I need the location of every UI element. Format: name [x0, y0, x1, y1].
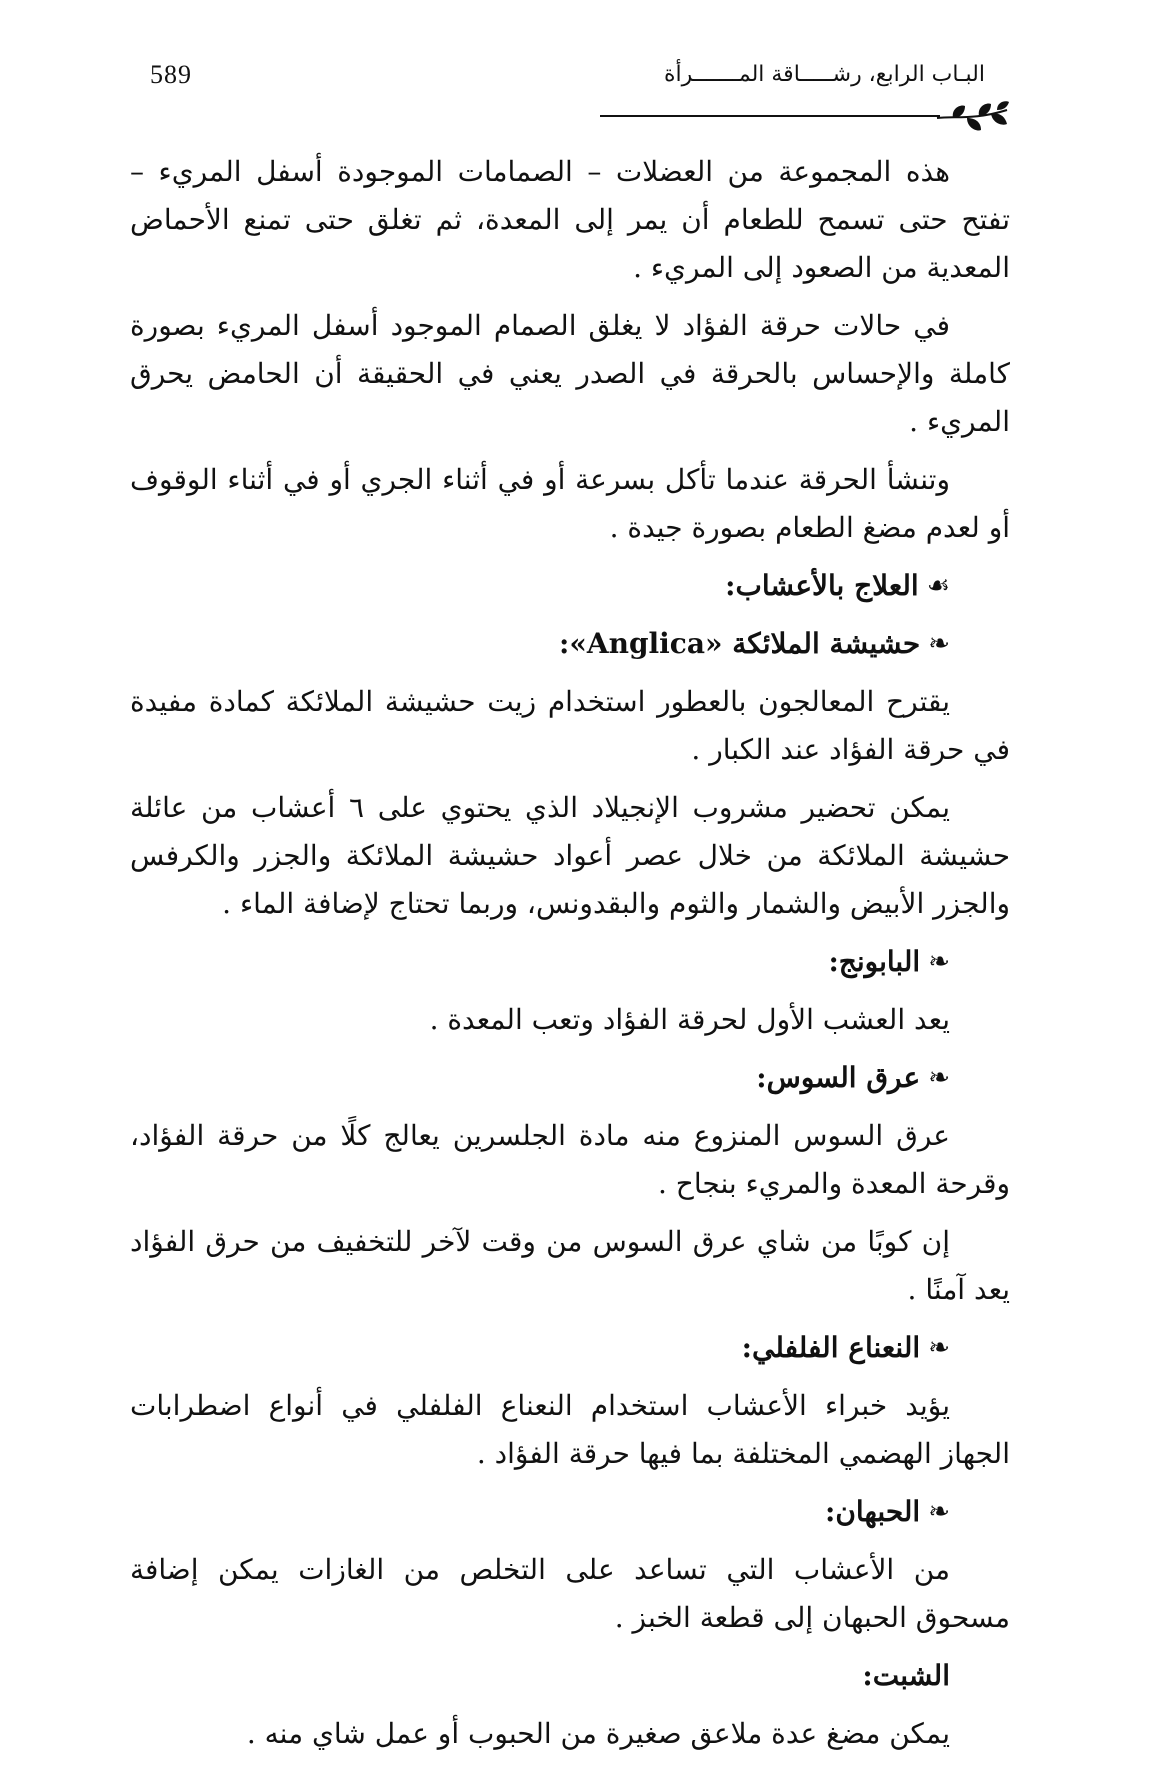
section-heading-herbal-treatment: [130, 562, 1010, 610]
subheading-chamomile: [130, 938, 1010, 986]
subheading-dill: [130, 1652, 1010, 1700]
paragraph-angelica-oil: يقترح المعالجون بالعطور استخدام زيت حشيشة الملائكة كمادة مفيدة في حرقة الفؤاد عند الكبار .: [130, 685, 1010, 766]
paragraph-licorice-dgl: عرق السوس المنزوع منه مادة الجلسرين يعالج كلًا من حرقة الفؤاد، وقرحة المعدة والمريء بنجاح .: [130, 1119, 1010, 1200]
heading-text: العلاج بالأعشاب:: [725, 569, 919, 602]
heading-text: حشيشة الملائكة «Anglica»:: [559, 627, 921, 660]
paragraph-licorice-tea: إن كوبًا من شاي عرق السوس من وقت لآخر للتخفيف من حرق الفؤاد يعد آمنًا .: [130, 1225, 1010, 1306]
leaf-marker-icon: ❧: [928, 1497, 950, 1527]
leaf-marker-icon: ❧: [928, 947, 950, 977]
heading-text: الحبهان:: [825, 1495, 921, 1528]
page-number: 589: [150, 60, 192, 89]
subheading-peppermint: [130, 1324, 1010, 1372]
page-header: [140, 60, 1020, 100]
subheading-licorice: [130, 1054, 1010, 1102]
leaf-marker-icon: ❧: [928, 1333, 950, 1363]
paragraph-cardamom: من الأعشاب التي تساعد على التخلص من الغازات يمكن إضافة مسحوق الحبهان إلى قطعة الخبز .: [130, 1553, 1010, 1634]
paragraph-dill: يمكن مضغ عدة ملاعق صغيرة من الحبوب أو عمل شاي منه .: [246, 1717, 950, 1750]
paragraph-peppermint: يؤيد خبراء الأعشاب استخدام النعناع الفلفلي في أنواع اضطرابات الجهاز الهضمي المختلفة بما فيها حرقة الفؤاد .: [130, 1389, 1010, 1470]
heading-text: الشبت:: [862, 1659, 950, 1692]
paragraph-angelica-drink: يمكن تحضير مشروب الإنجيلاد الذي يحتوي على ٦ أعشاب من عائلة حشيشة الملائكة من خلال عصر أعواد حشيشة الملائكة والجزر والكرفس والجزر الأبيض والشمار والثوم والبقدونس، وربما تحتاج لإضافة الماء .: [130, 791, 1010, 920]
running-head: البـاب الرابع، رشـــــاقة المـــــــرأة: [663, 62, 985, 87]
page-body: [130, 148, 1010, 1768]
subheading-angelica: [130, 620, 1010, 668]
paragraph-sphincters: هذه المجموعة من العضلات – الصمامات الموجودة أسفل المريء – تفتح حتى تسمح للطعام أن يمر إلى المعدة، ثم تغلق حتى تمنع الأحماض المعدية من الصعود إلى المريء .: [130, 155, 1010, 284]
leaf-marker-icon: ❧: [928, 629, 950, 659]
heading-text: البابونج:: [828, 945, 921, 978]
header-rule: [600, 115, 940, 117]
leaf-ornament-icon: [935, 98, 1010, 138]
paragraph-chamomile: يعد العشب الأول لحرقة الفؤاد وتعب المعدة .: [429, 1003, 950, 1036]
paragraph-heartburn-causes: وتنشأ الحرقة عندما تأكل بسرعة أو في أثناء الجري أو في أثناء الوقوف أو لعدم مضغ الطعام بصورة جيدة .: [130, 463, 1010, 544]
leaf-marker-icon: ❧: [928, 1063, 950, 1093]
subheading-cardamom: [130, 1488, 1010, 1536]
flower-marker-icon: ☙: [926, 571, 950, 601]
paragraph-heartburn-cases: في حالات حرقة الفؤاد لا يغلق الصمام الموجود أسفل المريء بصورة كاملة والإحساس بالحرقة في الصدر يعني في الحقيقة أن الحامض يحرق المريء .: [130, 309, 1010, 438]
heading-text: عرق السوس:: [756, 1061, 921, 1094]
heading-text: النعناع الفلفلي:: [741, 1331, 921, 1364]
